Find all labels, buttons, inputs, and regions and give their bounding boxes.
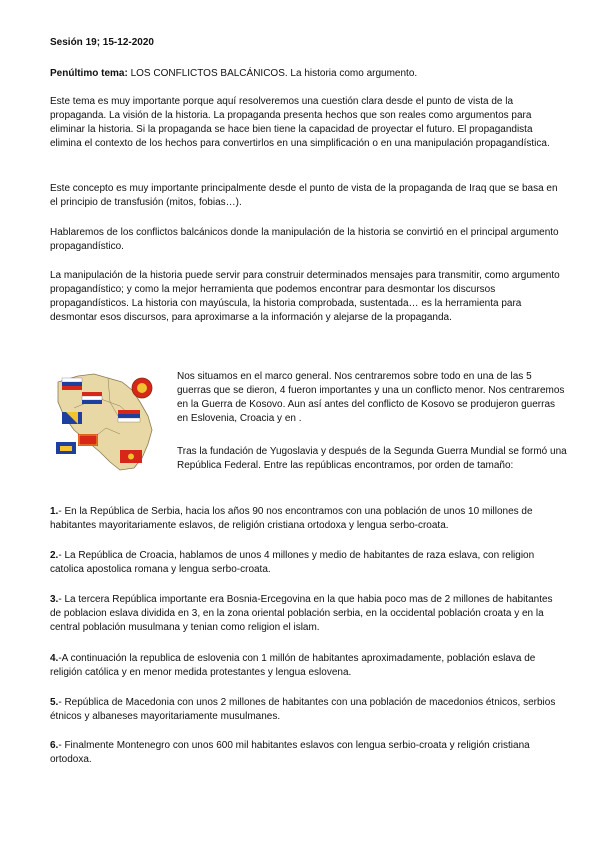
list-item-number: 4. xyxy=(50,653,59,664)
list-item-text: - República de Macedonia con unos 2 millones de habitantes con una población de macedonios étnicos, serbios étnicos y albaneses mayoritariamente musulmanes. xyxy=(50,697,556,722)
list-item-number: 6. xyxy=(50,740,59,751)
flag-montenegro-icon xyxy=(78,434,98,446)
list-item-slovenia xyxy=(50,652,565,680)
topic-line xyxy=(50,67,565,81)
paragraph-balkans: Hablaremos de los conflictos balcánicos donde la manipulación de la historia se convirtió en el principal argumento propagandístico. xyxy=(50,227,559,252)
list-item-text: - La tercera República importante era Bosnia-Ercegovina en la que habia poco mas de 2 millones de habitantes de poblacion eslava dividida en 3, en la zona oriental población serbia, en la occidental población croata y en la central población musulmana y tenian como religion el islam. xyxy=(50,594,553,633)
list-item-text: - En la República de Serbia, hacia los años 90 nos encontramos con una población de unos 10 millones de habitantes mayoritariamente eslavos, de religión cristiana ortodoxa y lengua serbo-croata. xyxy=(50,506,533,531)
list-item-text: - Finalmente Montenegro con unos 600 mil habitantes eslavos con lengua serbio-croata y religión cristiana ortodoxa. xyxy=(50,740,530,765)
list-item-croatia xyxy=(50,549,565,577)
flag-slovenia-icon xyxy=(62,378,82,390)
list-item-serbia xyxy=(50,505,565,533)
list-item-number: 5. xyxy=(50,697,59,708)
list-item-number: 3. xyxy=(50,594,59,605)
list-item-macedonia xyxy=(50,696,565,724)
list-item-montenegro xyxy=(50,739,565,767)
paragraph-propaganda: Este tema es muy importante porque aquí resolveremos una cuestión clara desde el punto de vista de la propaganda. La visión de la historia. La propaganda presenta hechos que son reales como argumentos para eliminar la historia. Si la propaganda se hace bien tiene la capacidad de proyectar el futuro. El propagandista elimina el contexto de los hechos para convertirlos en una simplificación o en una manipulación propagandística. xyxy=(50,96,550,149)
list-item-bosnia xyxy=(50,593,565,635)
yugoslavia-map-image xyxy=(48,368,170,472)
paragraph-context: Nos situamos en el marco general. Nos centraremos sobre todo en una de las 5 guerras que se dieron, 4 fueron importantes y una un conflicto menor. Nos centraremos en la Guerra de Kosovo. Aun así antes del conflicto de Kosovo se produjeron guerras en Eslovenia, Croacia y en . xyxy=(177,371,565,424)
paragraph-history: La manipulación de la historia puede servir para construir determinados mensajes para transmitir, como argumento propagandístico; y como la mejor herramienta que podemos encontrar para desmontar los discursos propagandísticos. La historia con mayúscula, la historia comprobada, sustentada… es la herramienta para desmontar esos discursos, para aproximarse a la información y alejarse de la propaganda. xyxy=(50,270,560,323)
list-item-number: 1. xyxy=(50,506,59,517)
flag-croatia-icon xyxy=(82,392,102,404)
paragraph-iraq: Este concepto es muy importante principalmente desde el punto de vista de la propaganda de Iraq que se basa en el principio de transfusión (mitos, fobias…). xyxy=(50,183,558,208)
list-item-text: - La República de Croacia, hablamos de unos 4 millones y medio de habitantes de raza eslava, con religion catolica apostolica romana y lengua serbo-croata. xyxy=(50,550,535,575)
session-heading: Sesión 19; 15-12-2020 xyxy=(50,37,154,48)
emblem-yugoslavia-icon xyxy=(132,378,152,398)
topic-label: Penúltimo tema: xyxy=(50,68,128,79)
flag-kosovo-icon xyxy=(56,442,76,454)
paragraph-federal-republic: Tras la fundación de Yugoslavia y después de la Segunda Guerra Mundial se formó una República Federal. Entre las repúblicas encontramos, por orden de tamaño: xyxy=(177,446,567,471)
flag-serbia-icon xyxy=(118,410,140,422)
list-item-number: 2. xyxy=(50,550,59,561)
topic-text: LOS CONFLICTOS BALCÁNICOS. La historia como argumento. xyxy=(127,68,418,79)
flag-macedonia-icon xyxy=(120,450,142,463)
list-item-text: -A continuación la republica de eslovenia con 1 millón de habitantes aproximadamente, población eslava de religión católica y en menor medida protestantes y lengua eslovena. xyxy=(50,653,536,678)
flag-bosnia-icon xyxy=(62,412,82,424)
